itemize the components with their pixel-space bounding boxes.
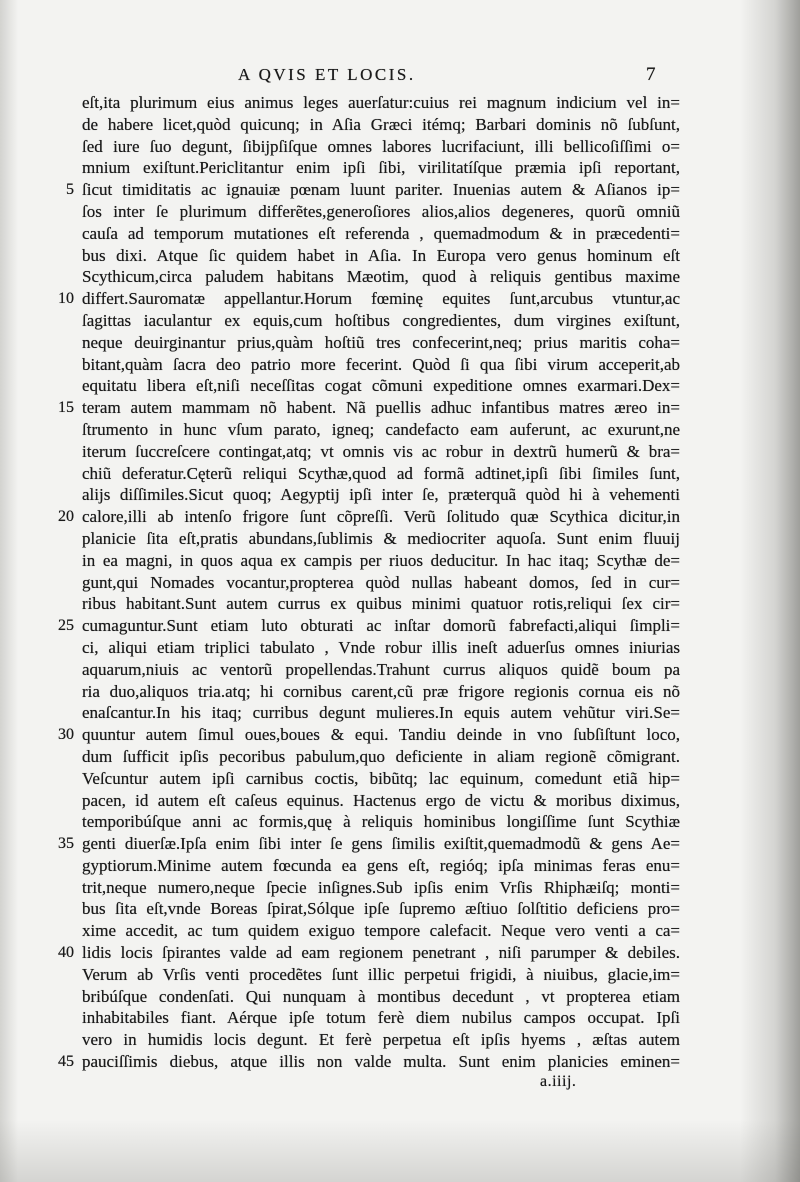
line-text: bus ſita eſt,vnde Boreas ſpirat,Sólque ipſe ſupremo æſtiuo ſolſtitio deficiens pro=	[82, 899, 680, 919]
line-text: mnium exiſtunt.Periclitantur enim ipſi ſibi, virilitatíſque præmia ipſi reportant,	[82, 158, 680, 178]
line-number: 35	[58, 835, 74, 853]
line-text: trit,neque numero,neque ſpecie inſignes.Sub ipſis enim Vrſis Rhiphæiſq; monti=	[82, 877, 680, 897]
line-number	[44, 201, 74, 223]
line-text: chiũ deferatur.Cęterũ reliqui Scythæ,quod ad formã adtinet,ipſi ſibi ſimiles ſunt,	[82, 463, 680, 483]
text-line	[44, 179, 680, 201]
line-number	[44, 681, 74, 703]
line-number: 30	[58, 726, 74, 744]
line-text: iterum ſuccreſcere contingat,atq; vt omnis vis ac robur in dextrũ humerũ & bra=	[82, 441, 680, 461]
text-line	[44, 768, 680, 790]
text-line	[44, 201, 680, 223]
line-text: ci, aliqui etiam triplici tabulato , Vnde robur illis ineſt aduerſus omnes iniurias	[82, 637, 680, 657]
line-number	[44, 157, 74, 179]
line-number	[44, 659, 74, 681]
line-number	[44, 811, 74, 833]
text-line	[44, 114, 680, 136]
line-text: eſt,ita plurimum eius animus leges auerſatur:cuius rei magnum indicium vel in=	[82, 93, 680, 112]
line-text: Verum ab Vrſis venti procedẽtes ſunt illic perpetui frigidi, à niuibus, glacie,im=	[82, 964, 680, 984]
line-text: Veſcuntur autem ipſi carnibus coctis, bibũtq; lac equinum, comedunt etiã hip=	[82, 768, 680, 788]
text-line	[44, 245, 680, 267]
line-number	[44, 375, 74, 397]
line-text: in ea magni, in quos aqua ex campis per riuos deducitur. In hac itaq; Scythæ de=	[82, 550, 680, 570]
text-line	[44, 659, 680, 681]
line-number	[44, 1029, 74, 1051]
line-number: 25	[58, 617, 74, 635]
line-number	[44, 550, 74, 572]
line-number	[44, 223, 74, 245]
text-line	[44, 964, 680, 986]
line-number	[44, 877, 74, 899]
line-text: pacen, id autem eſt caſeus equinus. Hactenus ergo de victu & moribus diximus,	[82, 790, 680, 810]
line-number: 15	[58, 399, 74, 417]
text-line	[44, 1007, 680, 1029]
line-number	[44, 1007, 74, 1029]
line-number: 20	[58, 508, 74, 526]
text-line	[44, 332, 680, 354]
running-title: A QVIS ET LOCIS.	[238, 65, 416, 84]
text-line	[44, 855, 680, 877]
line-number	[44, 441, 74, 463]
line-text: ſos inter ſe plurimum differẽtes,generoſiores alios,alios degeneres, quorũ omniũ	[82, 201, 680, 221]
line-number	[44, 266, 74, 288]
line-text: alijs diſſimiles.Sicut quoq; Aegyptij ipſi inter ſe, præterquã quòd hi à vehementi	[82, 485, 680, 505]
line-number	[44, 114, 74, 136]
line-text: ribus habitant.Sunt autem currus ex quibus minimi quatuor rotis,reliqui ſex cir=	[82, 594, 680, 614]
line-number	[44, 528, 74, 550]
text-line	[44, 898, 680, 920]
line-number	[44, 768, 74, 790]
line-text: ſagittas iaculantur ex equis,cum hoſtibus congredientes, dum virgines exiſtunt,	[82, 310, 680, 330]
line-text: cauſa ad temporum mutationes eſt referenda , quemadmodum & in præcedenti=	[82, 223, 680, 243]
line-text: ria duo,aliquos tria.atq; hi cornibus carent,cũ præ frigore regionis cornua eis nõ	[82, 681, 680, 701]
line-text: pauciſſimis diebus, atque illis non valde multa. Sunt enim planicies eminen=	[82, 1052, 680, 1072]
line-text: temporibúſque anni ac formis,quę à reliquis hominibus longiſſime ſunt Scythiæ	[82, 812, 680, 832]
line-text: bribúſque condenſati. Qui nunquam à montibus decedunt , vt propterea etiam	[82, 986, 680, 1006]
line-text: planicie ſita eſt,pratis abundans,ſublimis & mediocriter aquoſa. Sunt enim fluuij	[82, 528, 680, 548]
text-line	[44, 746, 680, 768]
text-line	[44, 572, 680, 594]
text-line	[44, 484, 680, 506]
text-line	[44, 681, 680, 703]
text-line	[44, 833, 680, 855]
line-number	[44, 463, 74, 485]
text-line	[44, 702, 680, 724]
text-line	[44, 92, 680, 114]
line-number	[44, 332, 74, 354]
line-text: enaſcantur.In his itaq; curribus degunt mulieres.In equis autem vehũtur viri.Se=	[82, 703, 680, 723]
text-line	[44, 1051, 680, 1073]
text-line	[44, 266, 680, 288]
line-number	[44, 746, 74, 768]
line-text: xime accedit, ac tum quidem exiguo tempore calefacit. Neque vero venti a ca=	[82, 921, 680, 941]
line-text: gunt,qui Nomades vocantur,propterea quòd nullas habeant domos, ſed in cur=	[82, 572, 680, 592]
line-number	[44, 136, 74, 158]
page-number: 7	[646, 64, 656, 85]
line-number	[44, 855, 74, 877]
text-line	[44, 528, 680, 550]
line-number	[44, 310, 74, 332]
line-number	[44, 92, 74, 114]
text-line	[44, 223, 680, 245]
text-line	[44, 157, 680, 179]
line-text: inhabitabiles fiant. Aérque ipſe totum ferè diem nubilus campos occupat. Ipſi	[82, 1008, 680, 1028]
line-text: differt.Sauromatæ appellantur.Horum fœminę equites ſunt,arcubus vtuntur,ac	[82, 289, 680, 309]
text-line	[44, 419, 680, 441]
line-text: genti diuerſæ.Ipſa enim ſibi inter ſe gens ſimilis exiſtit,quemadmodũ & gens Ae=	[82, 834, 680, 854]
line-number	[44, 484, 74, 506]
line-number: 5	[66, 181, 74, 199]
line-number	[44, 245, 74, 267]
line-number	[44, 354, 74, 376]
line-number	[44, 790, 74, 812]
line-text: lidis locis ſpirantes valde ad eam regionem penetrant , niſi parumper & debiles.	[82, 943, 680, 963]
text-line	[44, 463, 680, 485]
text-line	[44, 724, 680, 746]
text-line	[44, 920, 680, 942]
line-number: 40	[58, 944, 74, 962]
line-text: quuntur autem ſimul oues,boues & equi. Tandiu deinde in vno ſubſiſtunt loco,	[82, 725, 680, 745]
line-text: bus dixi. Atque ſic quidem habet in Aſia. In Europa vero genus hominum eſt	[82, 245, 680, 265]
line-text: dum ſufficit ipſis pecoribus pabulum,quo deficiente in aliam regionẽ cõmigrant.	[82, 746, 680, 766]
text-line	[44, 790, 680, 812]
text-line	[44, 986, 680, 1008]
text-line	[44, 1029, 680, 1051]
text-line	[44, 942, 680, 964]
line-text: de habere licet,quòd quicunq; in Aſia Græci itémq; Barbari dominis nõ ſubſunt,	[82, 114, 680, 134]
line-number	[44, 593, 74, 615]
line-number	[44, 920, 74, 942]
line-text: equitatu libera eſt,niſi neceſſitas cogat cõmuni expeditione omnes exarmari.Dex=	[82, 376, 680, 396]
signature-mark: a.iiij.	[540, 1073, 577, 1090]
text-line	[44, 593, 680, 615]
text-line	[44, 375, 680, 397]
text-line	[44, 811, 680, 833]
line-text: neque deuirginantur prius,quàm hoſtiũ tres confecerint,neq; prius maritis coha=	[82, 332, 680, 352]
line-text: bitant,quàm ſacra deo patrio more fecerint. Quòd ſi qua ſibi virum acceperit,ab	[82, 354, 680, 374]
text-line	[44, 310, 680, 332]
line-text: gyptiorum.Minime autem fœcunda ea gens eſt, regióq; ipſa minimas feras enu=	[82, 855, 680, 875]
text-line	[44, 441, 680, 463]
line-text: calore,illi ab intenſo frigore ſunt cõpreſſi. Verũ ſolitudo quæ Scythica dicitur,in	[82, 507, 680, 527]
text-line	[44, 288, 680, 310]
line-number	[44, 964, 74, 986]
text-block	[44, 92, 680, 1073]
line-text: ſed iure ſuo degunt, ſibijpſiſque omnes labores lucrifaciunt, illi bellicoſiſſimi o=	[82, 136, 680, 156]
line-number	[44, 898, 74, 920]
line-text: ſicut timiditatis ac ignauiæ pœnam luunt pariter. Inuenias autem & Aſianos ip=	[82, 180, 680, 200]
text-line	[44, 637, 680, 659]
text-line	[44, 397, 680, 419]
line-text: vero in humidis locis degunt. Et ferè perpetua eſt ipſis hyems , æſtas autem	[82, 1030, 680, 1050]
text-line	[44, 354, 680, 376]
text-line	[44, 877, 680, 899]
line-text: aquarum,niuis ac ventorũ propellendas.Trahunt currus aliquos quidẽ boum pa	[82, 659, 680, 679]
text-line	[44, 615, 680, 637]
line-number: 45	[58, 1053, 74, 1071]
line-number	[44, 637, 74, 659]
line-text: Scythicum,circa paludem habitans Mæotim, quod à reliquis gentibus maxime	[82, 267, 680, 287]
line-text: teram autem mammam nõ habent. Nã puellis adhuc infantibus matres æreo in=	[82, 398, 680, 418]
line-number	[44, 419, 74, 441]
line-number	[44, 986, 74, 1008]
text-line	[44, 136, 680, 158]
line-text: cumaguntur.Sunt etiam luto obturati ac inſtar domorũ fabrefacti,aliqui ſimpli=	[82, 616, 680, 636]
line-number: 10	[58, 290, 74, 308]
text-line	[44, 550, 680, 572]
line-text: ſtrumento in hunc vſum parato, igneq; candefacto eam auferunt, ac exurunt,ne	[82, 419, 680, 439]
line-number	[44, 572, 74, 594]
text-line	[44, 506, 680, 528]
line-number	[44, 702, 74, 724]
